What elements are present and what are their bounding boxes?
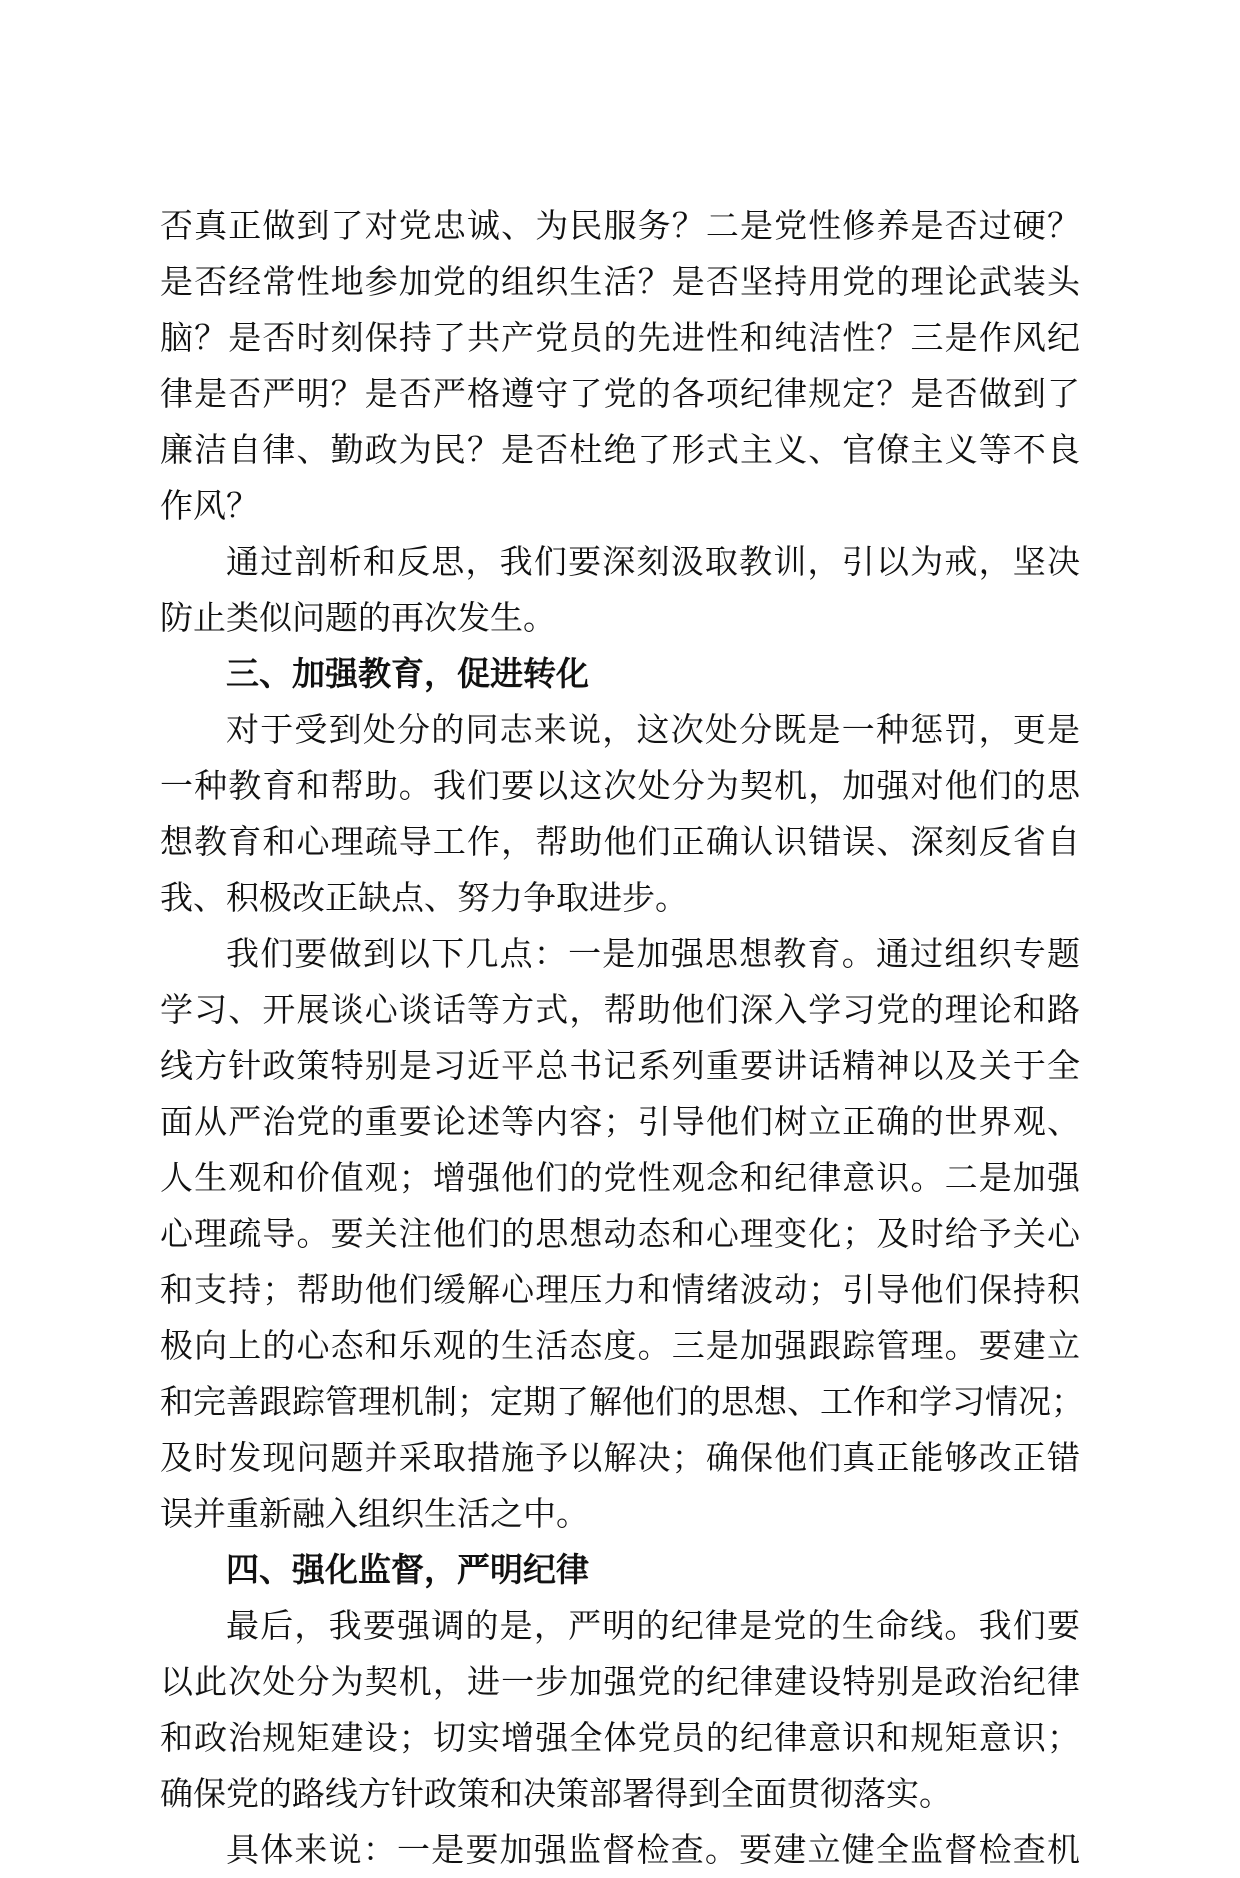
text-line: 和支持；帮助他们缓解心理压力和情绪波动；引导他们保持积	[160, 1270, 1080, 1309]
paragraph	[160, 702, 1080, 926]
document-page	[160, 198, 1084, 1878]
paragraph	[160, 926, 1084, 1542]
text-line: 否真正做到了对党忠诚、为民服务？二是党性修养是否过硬？	[160, 206, 1080, 245]
text-line: 极向上的心态和乐观的生活态度。三是加强跟踪管理。要建立	[160, 1326, 1080, 1365]
text-line: 我、积极改正缺点、努力争取进步。	[160, 878, 688, 917]
text-line: 对于受到处分的同志来说，这次处分既是一种惩罚，更是	[226, 710, 1080, 749]
text-line: 心理疏导。要关注他们的思想动态和心理变化；及时给予关心	[160, 1214, 1080, 1253]
text-line: 最后，我要强调的是，严明的纪律是党的生命线。我们要	[226, 1606, 1080, 1645]
text-line: 律是否严明？是否严格遵守了党的各项纪律规定？是否做到了	[160, 374, 1080, 413]
text-line: 通过剖析和反思，我们要深刻汲取教训，引以为戒，坚决	[226, 542, 1080, 581]
section-heading: 四、强化监督，严明纪律	[226, 1550, 589, 1589]
text-line: 线方针政策特别是习近平总书记系列重要讲话精神以及关于全	[160, 1046, 1080, 1085]
text-line: 具体来说：一是要加强监督检查。要建立健全监督检查机	[226, 1830, 1080, 1869]
paragraph	[160, 534, 1080, 646]
text-line: 作风？	[160, 486, 259, 525]
text-line: 一种教育和帮助。我们要以这次处分为契机，加强对他们的思	[160, 766, 1080, 805]
text-line: 我们要做到以下几点：一是加强思想教育。通过组织专题	[226, 934, 1080, 973]
text-line: 面从严治党的重要论述等内容；引导他们树立正确的世界观、	[160, 1102, 1080, 1141]
paragraph	[160, 1598, 1080, 1822]
text-line: 确保党的路线方针政策和决策部署得到全面贯彻落实。	[160, 1774, 952, 1813]
text-line: 和政治规矩建设；切实增强全体党员的纪律意识和规矩意识；	[160, 1718, 1080, 1757]
text-line: 以此次处分为契机，进一步加强党的纪律建设特别是政治纪律	[160, 1662, 1080, 1701]
paragraph	[160, 198, 1080, 534]
text-line: 和完善跟踪管理机制；定期了解他们的思想、工作和学习情况；	[160, 1382, 1084, 1421]
text-line: 学习、开展谈心谈话等方式，帮助他们深入学习党的理论和路	[160, 990, 1080, 1029]
text-line: 防止类似问题的再次发生。	[160, 598, 556, 637]
section-heading: 三、加强教育，促进转化	[226, 654, 589, 693]
text-line: 误并重新融入组织生活之中。	[160, 1494, 589, 1533]
text-line: 廉洁自律、勤政为民？是否杜绝了形式主义、官僚主义等不良	[160, 430, 1080, 469]
paragraph	[160, 1822, 1080, 1878]
text-line: 脑？是否时刻保持了共产党员的先进性和纯洁性？三是作风纪	[160, 318, 1080, 357]
text-line: 人生观和价值观；增强他们的党性观念和纪律意识。二是加强	[160, 1158, 1080, 1197]
text-line: 想教育和心理疏导工作，帮助他们正确认识错误、深刻反省自	[160, 822, 1080, 861]
text-line: 是否经常性地参加党的组织生活？是否坚持用党的理论武装头	[160, 262, 1080, 301]
text-line: 及时发现问题并采取措施予以解决；确保他们真正能够改正错	[160, 1438, 1080, 1477]
